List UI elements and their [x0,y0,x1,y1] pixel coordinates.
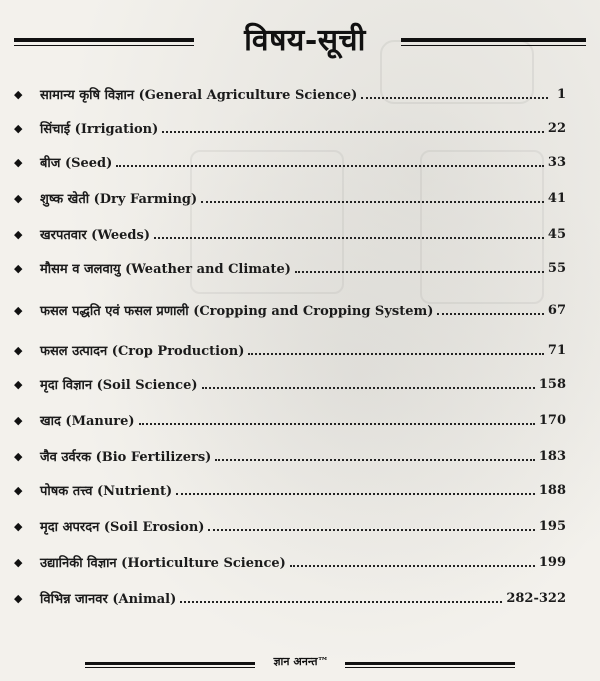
toc-entry-label: खरपतवार (Weeds) [40,228,150,243]
toc-entry[interactable] [14,150,566,174]
toc-entry[interactable] [14,408,566,432]
toc-entry-label: पोषक तत्त्व (Nutrient) [40,484,173,499]
dot-leader [437,301,544,315]
toc-entry-label: सिंचाई (Irrigation) [40,122,159,137]
dot-leader [290,553,535,567]
diamond-bullet-icon: ◆ [14,449,23,463]
toc-entry[interactable] [14,444,566,468]
toc-entry-label: जैव उर्वरक (Bio Fertilizers) [40,450,212,465]
dot-leader [162,119,544,133]
toc-entry-label: खाद (Manure) [40,414,135,429]
toc-entry-page-number: 199 [538,554,566,570]
toc-entry[interactable] [14,222,566,246]
toc-entry-page-number: 41 [547,190,566,206]
toc-entry[interactable] [14,186,566,210]
toc-entry-page-number: 55 [547,260,566,276]
toc-entry-label: मृदा विज्ञान (Soil Science) [40,378,198,393]
diamond-bullet-icon: ◆ [14,155,23,169]
toc-entry[interactable] [14,586,566,610]
toc-entry-label: फसल उत्पादन (Crop Production) [40,344,245,359]
dot-leader [248,341,544,355]
toc-entry-page-number: 71 [547,342,566,358]
toc-entry-page-number: 67 [547,302,566,318]
toc-entry-page-number: 22 [547,120,566,136]
toc-entry[interactable] [14,298,566,322]
toc-entry[interactable] [14,256,566,280]
dot-leader [201,189,544,203]
toc-entry-page-number: 45 [547,226,566,242]
toc-entry-label: फसल पद्धति एवं फसल प्रणाली (Cropping and Cropping System) [40,304,434,319]
diamond-bullet-icon: ◆ [14,483,23,497]
dot-leader [208,517,534,531]
page-title: विषय-सूची [244,23,366,58]
toc-entry[interactable] [14,514,566,538]
dot-leader [116,153,544,167]
toc-entry-page-number: 282-322 [506,590,566,606]
toc-entry-page-number: 158 [538,376,566,392]
toc-entry-page-number: 195 [538,518,566,534]
toc-entry-label: उद्यानिकी विज्ञान (Horticulture Science) [40,556,286,571]
diamond-bullet-icon: ◆ [14,87,23,101]
diamond-bullet-icon: ◆ [14,303,23,317]
dot-leader [176,481,535,495]
toc-entry-label: मौसम व जलवायु (Weather and Climate) [40,262,291,277]
diamond-bullet-icon: ◆ [14,121,23,135]
dot-leader [361,85,548,99]
diamond-bullet-icon: ◆ [14,191,23,205]
toc-entry[interactable] [14,82,566,106]
toc-entry[interactable] [14,338,566,362]
diamond-bullet-icon: ◆ [14,343,23,357]
dot-leader [215,447,535,461]
diamond-bullet-icon: ◆ [14,227,23,241]
toc-entry-label: बीज (Seed) [40,156,113,171]
toc-entry-page-number: 170 [538,412,566,428]
diamond-bullet-icon: ◆ [14,413,23,427]
toc-entry-label: मृदा अपरदन (Soil Erosion) [40,520,205,535]
footer [85,654,515,674]
diamond-bullet-icon: ◆ [14,591,23,605]
dot-leader [154,225,544,239]
diamond-bullet-icon: ◆ [14,377,23,391]
toc-entry-page-number: 1 [556,86,566,102]
dot-leader [202,375,535,389]
toc-entry[interactable] [14,116,566,140]
toc-entry[interactable] [14,478,566,502]
diamond-bullet-icon: ◆ [14,261,23,275]
toc-entry[interactable] [14,550,566,574]
header [14,16,586,60]
toc-entry-label: सामान्य कृषि विज्ञान (General Agriculture Science) [40,88,358,103]
publisher-brand: ज्ञान अनन्त™ [273,655,329,668]
toc-entry-page-number: 188 [538,482,566,498]
dot-leader [295,259,544,273]
diamond-bullet-icon: ◆ [14,555,23,569]
toc-entry-label: शुष्क खेती (Dry Farming) [40,192,198,207]
diamond-bullet-icon: ◆ [14,519,23,533]
toc-entry-page-number: 33 [547,154,566,170]
toc-entry[interactable] [14,372,566,396]
dot-leader [139,411,535,425]
toc-entry-label: विभिन्न जानवर (Animal) [40,592,177,607]
dot-leader [180,589,502,603]
toc-entry-page-number: 183 [538,448,566,464]
